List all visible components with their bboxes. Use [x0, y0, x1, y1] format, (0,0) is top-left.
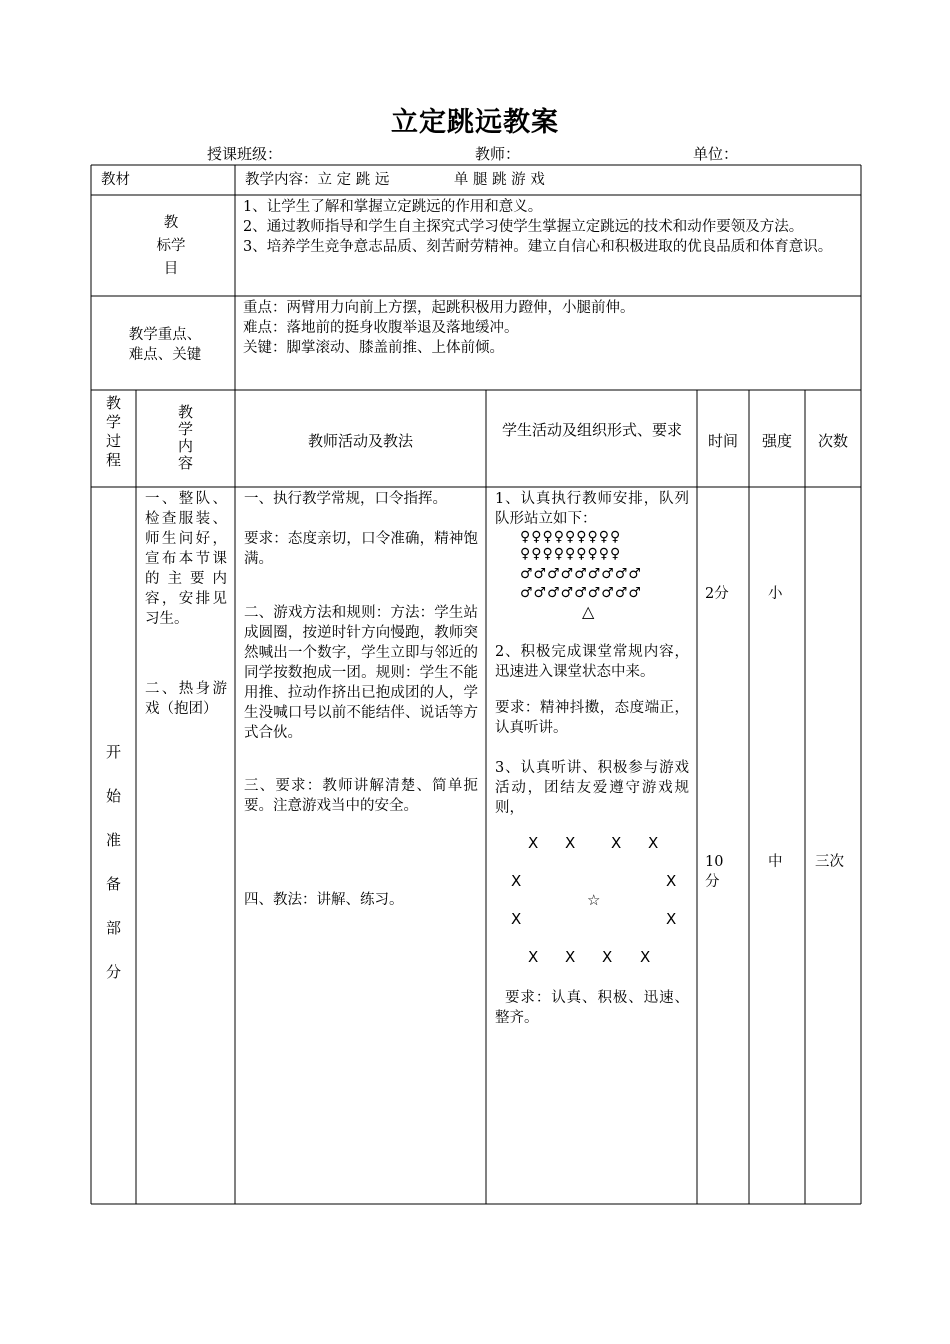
student-item: 3、认真听讲、积极参与游戏活动，团结友爱遵守游戏规则，	[495, 760, 689, 816]
teacher-item: 要求：态度亲切，口令准确，精神饱满。	[244, 531, 478, 567]
circle-student-mark: X	[565, 948, 576, 966]
circle-student-mark: X	[511, 910, 522, 928]
col-student-header: 学生活动及组织形式、要求	[501, 421, 682, 439]
section-name: 开 始 准 备 部 分	[105, 743, 121, 981]
teacher-label: 教师：	[475, 145, 521, 163]
col-count-header: 次数	[817, 432, 848, 450]
keys-list	[243, 298, 853, 358]
intensity-value: 中	[768, 854, 783, 870]
circle-student-mark: X	[666, 910, 677, 928]
goal-item: 1、让学生了解和掌握立定跳远的作用和意义。	[243, 199, 543, 215]
unit-label: 单位：	[693, 145, 739, 163]
key-item: 关键：脚掌滚动、膝盖前推、上体前倾。	[243, 340, 504, 356]
circle-student-mark: X	[511, 872, 522, 890]
goal-item: 2、通过教师指导和学生自主探究式学习使学生掌握立定跳远的技术和动作要领及方法。	[243, 219, 804, 235]
student-item: 2、积极完成课堂常规内容，迅速进入课堂状态中来。	[495, 644, 689, 680]
circle-student-mark: X	[640, 948, 651, 966]
key-item: 难点：落地前的挺身收腹举退及落地缓冲。	[243, 320, 519, 336]
goals-list	[243, 197, 853, 257]
teacher-triangle-icon: △	[582, 602, 596, 621]
student-item: 要求：认真、积极、迅速、整齐。	[495, 990, 689, 1026]
col-time-header: 时间	[707, 432, 738, 450]
count-value: 三次	[815, 854, 844, 870]
circle-center-star-icon: ☆	[587, 891, 601, 909]
circle-student-mark: X	[602, 948, 613, 966]
teacher-item: 四、教法：讲解、练习。	[244, 892, 404, 908]
keys-label: 教学重点、 难点、关键	[128, 327, 202, 363]
formation-female-row: ♀♀♀♀♀♀♀♀♀	[520, 546, 622, 562]
col-content-header: 教 学 内 容	[177, 403, 193, 472]
teacher-item: 一、执行教学常规，口令指挥。	[244, 491, 447, 507]
intensity-value: 小	[768, 586, 783, 602]
formation-female-row: ♀♀♀♀♀♀♀♀♀	[520, 529, 622, 545]
key-item: 重点：两臂用力向前上方摆，起跳积极用力蹬伸，小腿前伸。	[243, 300, 635, 316]
col-process-header: 教 学 过 程	[105, 394, 121, 469]
time-value: 2分	[705, 586, 729, 602]
circle-student-mark: X	[611, 834, 622, 852]
formation-male-row: ♂♂♂♂♂♂♂♂♂	[520, 585, 642, 601]
class-label: 授课班级：	[207, 145, 283, 163]
content-item: 二、热身游戏（抱团）	[145, 681, 227, 717]
formation-male-row: ♂♂♂♂♂♂♂♂♂	[520, 566, 642, 582]
goals-label: 教 标学 目	[156, 215, 186, 277]
col-intensity-header: 强度	[761, 432, 792, 450]
col-teacher-header: 教师活动及教法	[307, 432, 413, 450]
teacher-item: 二、游戏方法和规则：方法：学生站成圆圈，按逆时针方向慢跑，教师突然喊出一个数字，学生立即与邻近的同学按数抱成一团。规则：学生不能用推、拉动作挤出已抱成团的人，学生没喊口号以前不能结伴、说话等方式合伙。	[244, 605, 478, 741]
circle-student-mark: X	[528, 948, 539, 966]
circle-student-mark: X	[666, 872, 677, 890]
circle-student-mark: X	[528, 834, 539, 852]
circle-student-mark: X	[648, 834, 659, 852]
time-value: 10 分	[705, 854, 724, 890]
goal-item: 3、培养学生竞争意志品质、刻苦耐劳精神。建立自信心和积极进取的优良品质和体育意识。	[243, 239, 833, 255]
circle-student-mark: X	[565, 834, 576, 852]
student-item: 要求：精神抖擞，态度端正，认真听讲。	[495, 700, 689, 736]
teacher-item: 三、要求：教师讲解清楚、简单扼要。注意游戏当中的安全。	[244, 778, 478, 814]
student-item: 1、认真执行教师安排，队列队形站立如下：	[495, 491, 689, 527]
material-content: 教学内容：立 定 跳 远 单 腿 跳 游 戏	[245, 172, 545, 188]
content-item: 一、整队、检查服装、师生问好，宣布本节课的主要内容，安排见习生。	[145, 491, 227, 627]
material-label: 教材	[101, 172, 130, 188]
page-title: 立定跳远教案	[391, 107, 559, 138]
